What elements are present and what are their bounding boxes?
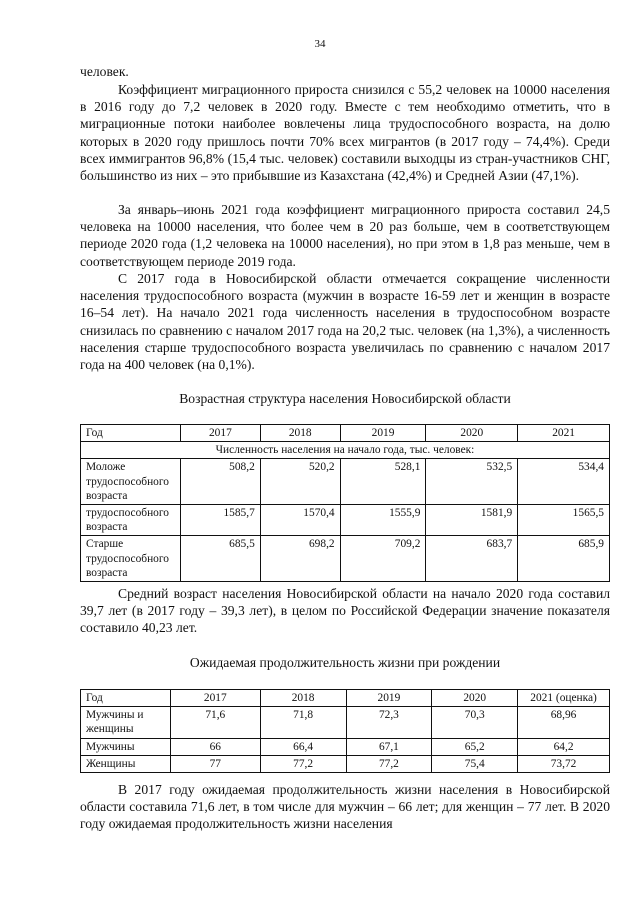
table-cell: 67,1 [346, 738, 432, 755]
table-header-cell: 2021 (оценка) [518, 690, 610, 707]
table-cell: 65,2 [432, 738, 518, 755]
table-row [81, 505, 610, 536]
table-cell: 685,9 [518, 536, 610, 582]
table-header-cell: 2020 [426, 425, 518, 442]
table-cell: 528,1 [340, 459, 426, 505]
table-cell: 77,2 [346, 755, 432, 772]
table-header-cell: 2020 [432, 690, 518, 707]
table-cell: 70,3 [432, 707, 518, 738]
table-cell: 709,2 [340, 536, 426, 582]
table-header-cell: 2017 [180, 425, 260, 442]
table-header-cell: Год [81, 690, 171, 707]
table-subheader-row [81, 442, 610, 459]
table-cell: 534,4 [518, 459, 610, 505]
table-header-row [81, 425, 610, 442]
row-label: трудоспособного возраста [81, 505, 181, 536]
table-cell: 520,2 [260, 459, 340, 505]
table-header-cell: 2019 [340, 425, 426, 442]
table-cell: 64,2 [518, 738, 610, 755]
table-subheader: Численность населения на начало года, тыс. человек: [81, 442, 610, 459]
table-header-cell: 2018 [260, 425, 340, 442]
table-cell: 66,4 [260, 738, 346, 755]
table-cell: 71,6 [170, 707, 260, 738]
table-header-cell: 2021 [518, 425, 610, 442]
table-header-cell: 2019 [346, 690, 432, 707]
table-cell: 698,2 [260, 536, 340, 582]
paragraph-jan-jun-2021: За январь–июнь 2021 года коэффициент миграционного прироста составил 24,5 человека на 10000 населения, что более чем в 20 раз больше, чем в соответствующем периоде 2020 года (1,2 человека на 10000 населения), но при этом в 1,8 раз меньше, чем в соответствующем периоде 2019 года. [80, 202, 610, 269]
table-header-cell: 2018 [260, 690, 346, 707]
life-expectancy-table [80, 689, 610, 773]
table-cell: 508,2 [180, 459, 260, 505]
table-cell: 683,7 [426, 536, 518, 582]
table-cell: 1565,5 [518, 505, 610, 536]
table-cell: 1581,9 [426, 505, 518, 536]
row-label: Старше трудоспособного возраста [81, 536, 181, 582]
row-label: Моложе трудоспособного возраста [81, 459, 181, 505]
paragraph-life-expectancy: В 2017 году ожидаемая продолжительность жизни населения в Новосибирской области составила 71,6 лет, в том числе для мужчин – 66 лет; для женщин – 77 лет. В 2020 году ожидаемая продолжительность жизни населения [80, 782, 610, 832]
row-label: Мужчины и женщины [81, 707, 171, 738]
table-header-cell: 2017 [170, 690, 260, 707]
table-row [81, 459, 610, 505]
paragraph-average-age: Средний возраст населения Новосибирской области на начало 2020 года составил 39,7 лет (в 2017 году – 39,3 лет), в целом по Российской Федерации значение показателя составило 40,23 лет. [80, 586, 610, 636]
table-cell: 1555,9 [340, 505, 426, 536]
table-cell: 72,3 [346, 707, 432, 738]
table-cell: 1570,4 [260, 505, 340, 536]
table-cell: 77,2 [260, 755, 346, 772]
table-cell: 1585,7 [180, 505, 260, 536]
table-header-row [81, 690, 610, 707]
table1-caption: Возрастная структура населения Новосибирской области [179, 391, 511, 406]
page-number: 34 [314, 38, 326, 50]
table-row [81, 536, 610, 582]
table-header-cell: Год [81, 425, 181, 442]
table-row [81, 755, 610, 772]
table-cell: 66 [170, 738, 260, 755]
table-row [81, 738, 610, 755]
table-cell: 73,72 [518, 755, 610, 772]
table-cell: 532,5 [426, 459, 518, 505]
age-structure-table [80, 424, 610, 582]
paragraph-migration-coefficient: Коэффициент миграционного прироста снизился с 55,2 человек на 10000 населения в 2016 году до 7,2 человек в 2020 году. Вместе с тем необходимо отметить, что в миграционные потоки наиболее вовлечены лица трудоспособного возраста, на долю которых в 2020 году пришлось почти 70% всех мигрантов (в 2017 году – 74,4%). Среди всех иммигрантов 96,8% (15,4 тыс. человек) составили выходцы из стран-участников СНГ, большинство из них – это прибывшие из Казахстана (42,4%) и Средней Азии (47,1%). [80, 82, 610, 184]
table2-caption: Ожидаемая продолжительность жизни при рождении [189, 655, 501, 670]
table-cell: 71,8 [260, 707, 346, 738]
paragraph-working-age: С 2017 года в Новосибирской области отмечается сокращение численности населения трудоспособного возраста (мужчин в возрасте 16-59 лет и женщин в возрасте 16–54 лет). На начало 2021 года численность населения в трудоспособном возрасте снизилась по сравнению с началом 2017 года на 20,2 тыс. человек (на 1,3%), а численность населения старше трудоспособного возраста увеличилась по сравнению с началом 2017 года на 400 человек (на 0,1%). [80, 271, 610, 373]
table-cell: 75,4 [432, 755, 518, 772]
table-row [81, 707, 610, 738]
row-label: Мужчины [81, 738, 171, 755]
table-cell: 68,96 [518, 707, 610, 738]
table-cell: 685,5 [180, 536, 260, 582]
paragraph-continuation: человек. [80, 64, 129, 79]
table-cell: 77 [170, 755, 260, 772]
row-label: Женщины [81, 755, 171, 772]
